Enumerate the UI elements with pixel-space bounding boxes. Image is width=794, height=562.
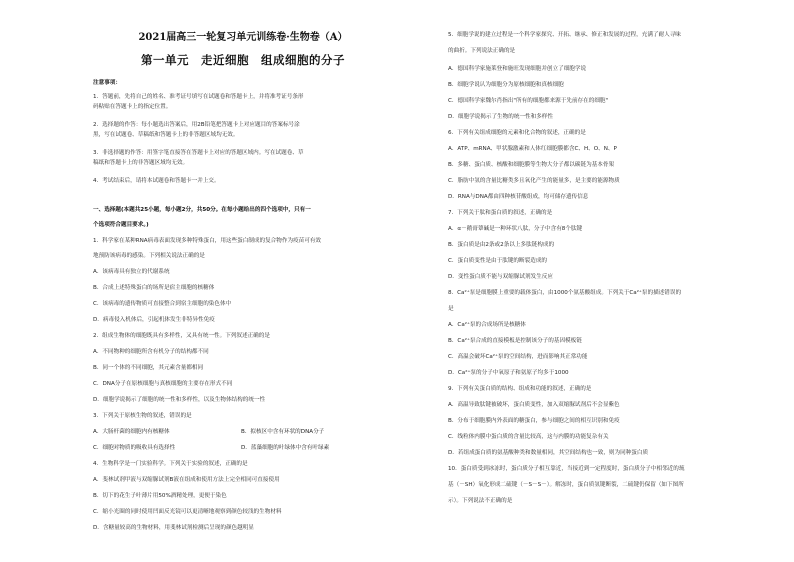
option-line: D．若组成蛋白质的氨基酸种类和数量相同，其空间结构也一致，则为同种蛋白质 — [448, 450, 649, 456]
option-line: A．该病毒具有独立的代谢系统 — [93, 269, 170, 275]
question-line: 9．下列有关蛋白质的结构、组成和功能的叙述，正确的是 — [448, 386, 592, 392]
note-line: 1．答题前，先将自己的姓名、准考证号填写在试题卷和答题卡上，并将准考证号条形 — [93, 94, 304, 100]
option-line: B．多糖、蛋白质、核酸和细胞膜等生物大分子都以碳链为基本骨架 — [448, 162, 615, 168]
option-line: A．α－鹅膏蕈碱是一种环状八肽，分子中含有8个肽键 — [448, 226, 583, 232]
option-line: D．Ca²⁺泵的分子中氧原子和氨原子均多于1000 — [448, 370, 569, 376]
question-line: 10．蛋白质受到冰冻时，蛋白质分子相互靠近，当接近到一定程度时，蛋白质分子中相邻近的巯 — [448, 466, 685, 472]
option-line: C．缩小光圈的同时使用凹面反光镜可以更清晰地观察到颜色较浅的生物材料 — [93, 509, 282, 515]
question-line: 5．细胞学说的建立过程是一个科学家探究、开拓、继承、修正和发展的过程，充满了耐人寻味 — [448, 32, 681, 38]
question-line: 7．下列关于肽和蛋白质的叙述，正确的是 — [448, 210, 553, 216]
option-line: D．细胞学说揭示了生物的统一性和多样性 — [448, 114, 553, 120]
note-line: 稿纸和答题卡上的非答题区域均无效。 — [93, 160, 189, 166]
section-heading: 一、选择题(本题共25小题，每小题2分，共50分。在每小题给出的四个选项中，只有一 — [93, 207, 311, 213]
option-line: A．高温导致肽键被破坏，蛋白质变性，加入双缩脲试剂后不会显紫色 — [448, 402, 620, 408]
option-line: C．蛋白质变性是由于肽键的断裂造成的 — [448, 258, 548, 264]
option-line: A．德国科学家施莱登和施旺发现细胞并创立了细胞学说 — [448, 66, 587, 72]
unit-subtitle: 第一单元 走近细胞 组成细胞的分子 — [141, 53, 345, 67]
option-d: D．蓝藻细胞的叶绿体中含有叶绿素 — [241, 445, 330, 451]
question-line: 4．生物科学是一门实验科学。下列关于实验的叙述，正确的是 — [93, 461, 248, 467]
note-line: 黑，写在试题卷、草稿纸和答题卡上的非答题区域均无效。 — [93, 132, 239, 138]
option-line: B．蛋白质是由2条或2条以上多肽链构成的 — [448, 242, 555, 248]
question-line: 地预防该病毒的感染。下列相关说法正确的是 — [93, 253, 205, 259]
question-line: 8．Ca²⁺泵是细胞膜上重要的载体蛋白，由1000个氨基酸组成。下列关于Ca²⁺泵的描述错误的 — [448, 290, 682, 296]
option-line: B．同一个体的不同细胞，其元素含量都相同 — [93, 365, 204, 371]
option-c: C．细胞对物质的吸收具有选择性 — [93, 445, 176, 451]
note-line: 3．非选择题的作答：用签字笔直接答在答题卡上对应的答题区域内。写在试题卷、草 — [93, 150, 304, 156]
option-line: B．切下的花生子叶薄片用50%酒精处理，更便于染色 — [93, 493, 227, 499]
question-line: 示）。下列说法不正确的是 — [448, 498, 513, 504]
option-line: D．细胞学说揭示了细胞的统一性和多样性，以及生物体结构的统一性 — [93, 397, 266, 403]
option-line: D．含糖量较高的生物材料，用斐林试剂检测后呈现的颜色越明显 — [93, 525, 254, 531]
option-line: A．Ca²⁺泵的合成场所是核糖体 — [448, 322, 526, 328]
option-line: D．变性蛋白质不能与双缩脲试剂发生反应 — [448, 274, 553, 280]
note-line: 2．选择题的作答：每小题选出答案后，用2B铅笔把答题卡上对应题目的答案标号涂 — [93, 122, 300, 128]
question-line: 2．组成生物体的细胞既具有多样性，又具有统一性。下列叙述正确的是 — [93, 333, 270, 339]
option-line: B．分布于细胞膜内外表面的糖蛋白，参与细胞之间的相互识别和免疫 — [448, 418, 620, 424]
question-line: 的曲折。下列说法正确的是 — [448, 48, 516, 54]
option-line: C．线粒体内膜中蛋白质的含量比较高，这与内膜的功能复杂有关 — [448, 434, 609, 440]
option-line: C．DNA分子在原核细胞与真核细胞的主要存在形式不同 — [93, 381, 233, 387]
option-b: B．拟核区中含有环状的DNA分子 — [241, 429, 325, 435]
option-line: A．斐林试剂甲液与双缩脲试剂B液在组成和使用方法上完全相同可直接使用 — [93, 477, 280, 483]
option-line: A．不同物种的细胞所含有机分子的结构都不同 — [93, 349, 209, 355]
option-line: B．Ca²⁺泵合成的直接模板是控制该分子的基因模板链 — [448, 338, 582, 344]
option-line: C．该病毒的遗传物质可直接整合到宿主细胞的染色体中 — [93, 301, 232, 307]
option-line: C．高温会破坏Ca²⁺泵的空间结构，进而影响其正常功能 — [448, 354, 588, 360]
note-line: 4．考试结束后，请将本试题卷和答题卡一并上交。 — [93, 178, 220, 184]
page-title: 2021届高三一轮复习单元训练卷·生物卷（A） — [138, 32, 348, 43]
option-line: B．合成上述特殊蛋白的场所是宿主细胞的核糖体 — [93, 285, 215, 291]
option-line: C．脂肪中氢的含量比糖类多且氧化产生的能量多，是主要的能源物质 — [448, 178, 620, 184]
option-line: D．病毒侵入机体后，引起机体发生非特异性免疫 — [93, 317, 215, 323]
question-line: 6．下列有关组成细胞的元素和化合物的叙述，正确的是 — [448, 130, 586, 136]
option-line: B．细胞学说认为细胞分为原核细胞和真核细胞 — [448, 82, 564, 88]
option-line: D．RNA与DNA都由四种核苷酸组成，均可储存遗传信息 — [448, 194, 589, 200]
option-a: A．大肠杆菌的细胞内有核糖体 — [93, 429, 170, 435]
section-heading: 个选项符合题目要求。) — [93, 222, 149, 228]
question-line: 基（－SH）氧化形成二硫键（－S－S－）。解冻时，蛋白质氢键断裂，二硫键仍保留（如下图所 — [448, 482, 684, 488]
question-line: 1．科学家在某种RNA病毒表面发现多种特殊蛋白，用这些蛋白制成的复合物作为疫苗可有效 — [93, 238, 322, 244]
question-line: 3．下列关于原核生物的叙述，错误的是 — [93, 413, 192, 419]
notes-heading: 注意事项： — [93, 80, 121, 86]
option-line: A．ATP、mRNA、甲状腺激素和人体红细胞膜都含C、H、O、N、P — [448, 146, 617, 152]
note-line: 码粘贴在答题卡上的指定位置。 — [93, 104, 172, 110]
question-line: 是 — [448, 306, 454, 312]
option-line: C．德国科学家魏尔肖指出"所有的细胞都来源于先前存在的细胞" — [448, 98, 609, 104]
